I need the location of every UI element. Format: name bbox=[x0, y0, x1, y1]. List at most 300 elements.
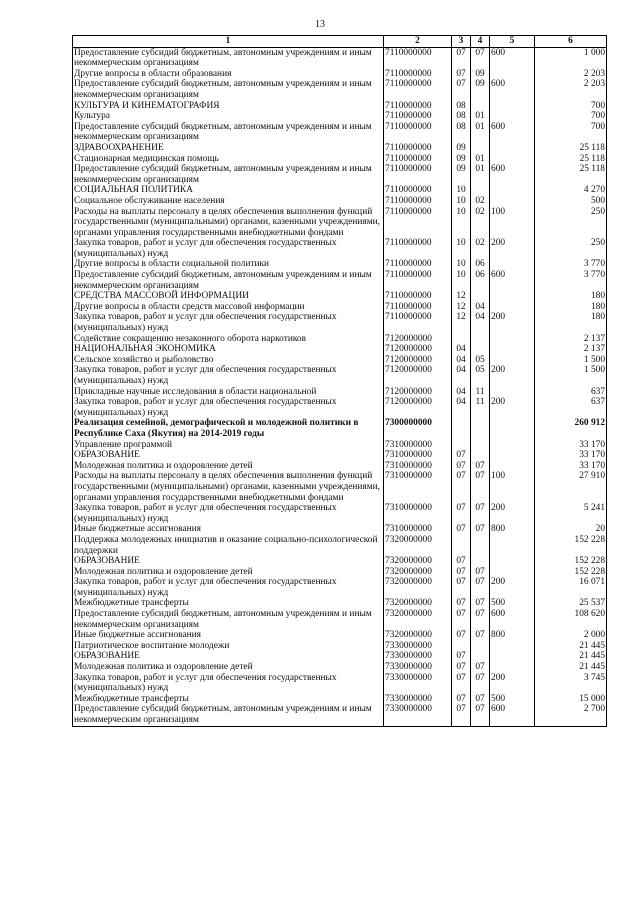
table-row bbox=[73, 344, 607, 355]
cell-subsection: 05 bbox=[471, 355, 490, 366]
cell-expense-type: 600 bbox=[490, 704, 535, 726]
cell-name: Межбюджетные трансферты bbox=[73, 694, 384, 705]
cell-subsection: 07 bbox=[471, 577, 490, 598]
table-row bbox=[73, 259, 607, 270]
cell-code: 7330000000 bbox=[384, 641, 452, 652]
cell-subsection: 07 bbox=[471, 704, 490, 726]
column-header-expense-type: 5 bbox=[490, 36, 535, 48]
cell-amount: 1 500 bbox=[535, 355, 607, 366]
cell-section: 07 bbox=[452, 471, 471, 503]
cell-name: Закупка товаров, работ и услуг для обеспечения государственных (муниципальных) нужд bbox=[73, 503, 384, 524]
cell-section: 07 bbox=[452, 69, 471, 80]
table-row bbox=[73, 609, 607, 630]
cell-expense-type: 100 bbox=[490, 207, 535, 239]
cell-section bbox=[452, 535, 471, 556]
cell-subsection bbox=[471, 291, 490, 302]
cell-code: 7110000000 bbox=[384, 101, 452, 112]
table-row bbox=[73, 101, 607, 112]
cell-expense-type: 600 bbox=[490, 609, 535, 630]
cell-name: Содействие сокращению незаконного оборота наркотиков bbox=[73, 334, 384, 345]
cell-amount: 33 170 bbox=[535, 461, 607, 472]
cell-code: 7110000000 bbox=[384, 122, 452, 143]
cell-subsection: 09 bbox=[471, 79, 490, 100]
cell-section: 12 bbox=[452, 291, 471, 302]
cell-code: 7110000000 bbox=[384, 207, 452, 239]
table-row bbox=[73, 673, 607, 694]
cell-code: 7330000000 bbox=[384, 662, 452, 673]
cell-section: 09 bbox=[452, 143, 471, 154]
cell-section bbox=[452, 440, 471, 451]
cell-name: Другие вопросы в области образования bbox=[73, 69, 384, 80]
cell-section: 07 bbox=[452, 694, 471, 705]
cell-code: 7310000000 bbox=[384, 461, 452, 472]
table-row bbox=[73, 641, 607, 652]
cell-code: 7310000000 bbox=[384, 503, 452, 524]
cell-subsection: 07 bbox=[471, 567, 490, 578]
cell-expense-type bbox=[490, 556, 535, 567]
cell-subsection: 05 bbox=[471, 365, 490, 386]
cell-subsection: 09 bbox=[471, 69, 490, 80]
cell-name: Предоставление субсидий бюджетным, автономным учреждениям и иным некоммерческим организациям bbox=[73, 704, 384, 726]
cell-section: 10 bbox=[452, 185, 471, 196]
page-number: 13 bbox=[315, 19, 325, 30]
table-row bbox=[73, 450, 607, 461]
cell-subsection: 07 bbox=[471, 694, 490, 705]
cell-code: 7110000000 bbox=[384, 312, 452, 333]
cell-name: Закупка товаров, работ и услуг для обеспечения государственных (муниципальных) нужд bbox=[73, 397, 384, 418]
cell-subsection: 11 bbox=[471, 397, 490, 418]
table-row bbox=[73, 535, 607, 556]
cell-amount: 700 bbox=[535, 122, 607, 143]
cell-amount: 250 bbox=[535, 238, 607, 259]
cell-code: 7330000000 bbox=[384, 673, 452, 694]
cell-code: 7120000000 bbox=[384, 365, 452, 386]
cell-code: 7110000000 bbox=[384, 154, 452, 165]
cell-name: Социальное обслуживание населения bbox=[73, 196, 384, 207]
cell-amount: 3 745 bbox=[535, 673, 607, 694]
cell-expense-type bbox=[490, 461, 535, 472]
cell-section bbox=[452, 641, 471, 652]
cell-expense-type: 200 bbox=[490, 577, 535, 598]
cell-section: 07 bbox=[452, 651, 471, 662]
cell-expense-type: 200 bbox=[490, 312, 535, 333]
cell-amount: 180 bbox=[535, 302, 607, 313]
cell-section: 07 bbox=[452, 461, 471, 472]
cell-name: СРЕДСТВА МАССОВОЙ ИНФОРМАЦИИ bbox=[73, 291, 384, 302]
cell-subsection: 07 bbox=[471, 47, 490, 69]
cell-subsection bbox=[471, 440, 490, 451]
table-body bbox=[73, 47, 607, 726]
cell-name: Прикладные научные исследования в области национальной bbox=[73, 387, 384, 398]
cell-subsection bbox=[471, 143, 490, 154]
cell-section: 08 bbox=[452, 111, 471, 122]
cell-expense-type: 200 bbox=[490, 503, 535, 524]
cell-code: 7310000000 bbox=[384, 450, 452, 461]
table-row bbox=[73, 291, 607, 302]
cell-amount: 2 203 bbox=[535, 79, 607, 100]
cell-expense-type bbox=[490, 387, 535, 398]
cell-amount: 2 137 bbox=[535, 344, 607, 355]
cell-amount: 5 241 bbox=[535, 503, 607, 524]
cell-section: 07 bbox=[452, 609, 471, 630]
cell-expense-type: 600 bbox=[490, 164, 535, 185]
cell-section: 07 bbox=[452, 704, 471, 726]
cell-section: 10 bbox=[452, 259, 471, 270]
cell-amount: 250 bbox=[535, 207, 607, 239]
cell-name: ОБРАЗОВАНИЕ bbox=[73, 450, 384, 461]
table-row bbox=[73, 556, 607, 567]
cell-amount: 2 700 bbox=[535, 704, 607, 726]
cell-code: 7120000000 bbox=[384, 397, 452, 418]
cell-expense-type: 100 bbox=[490, 471, 535, 503]
cell-code: 7310000000 bbox=[384, 440, 452, 451]
cell-section: 07 bbox=[452, 567, 471, 578]
cell-name: Межбюджетные трансферты bbox=[73, 598, 384, 609]
cell-amount: 152 228 bbox=[535, 567, 607, 578]
table-row bbox=[73, 302, 607, 313]
cell-section: 10 bbox=[452, 270, 471, 291]
cell-name: Предоставление субсидий бюджетным, автономным учреждениям и иным некоммерческим организациям bbox=[73, 164, 384, 185]
cell-section: 07 bbox=[452, 556, 471, 567]
cell-name: Предоставление субсидий бюджетным, автономным учреждениям и иным некоммерческим организациям bbox=[73, 79, 384, 100]
table-row bbox=[73, 143, 607, 154]
cell-name: Реализация семейной, демографической и молодежной политики в Республике Саха (Якутия) на 2014-2019 годы bbox=[73, 418, 384, 439]
table-row bbox=[73, 79, 607, 100]
table-row bbox=[73, 397, 607, 418]
cell-amount: 500 bbox=[535, 196, 607, 207]
cell-code: 7110000000 bbox=[384, 69, 452, 80]
cell-section: 04 bbox=[452, 397, 471, 418]
cell-expense-type: 600 bbox=[490, 79, 535, 100]
table-row bbox=[73, 355, 607, 366]
cell-amount: 27 910 bbox=[535, 471, 607, 503]
cell-code: 7110000000 bbox=[384, 291, 452, 302]
cell-subsection: 06 bbox=[471, 270, 490, 291]
cell-amount: 3 770 bbox=[535, 270, 607, 291]
cell-amount: 25 118 bbox=[535, 164, 607, 185]
cell-name: Иные бюджетные ассигнования bbox=[73, 524, 384, 535]
cell-expense-type: 200 bbox=[490, 238, 535, 259]
table-row bbox=[73, 164, 607, 185]
cell-code: 7120000000 bbox=[384, 387, 452, 398]
cell-code: 7110000000 bbox=[384, 302, 452, 313]
cell-name: Закупка товаров, работ и услуг для обеспечения государственных (муниципальных) нужд bbox=[73, 312, 384, 333]
cell-section: 10 bbox=[452, 196, 471, 207]
cell-name: Молодежная политика и оздоровление детей bbox=[73, 567, 384, 578]
cell-expense-type bbox=[490, 185, 535, 196]
cell-code: 7120000000 bbox=[384, 355, 452, 366]
cell-section: 04 bbox=[452, 355, 471, 366]
cell-amount: 108 620 bbox=[535, 609, 607, 630]
cell-section: 04 bbox=[452, 365, 471, 386]
table-header-row bbox=[73, 36, 607, 48]
cell-section: 12 bbox=[452, 302, 471, 313]
cell-expense-type: 200 bbox=[490, 365, 535, 386]
cell-section: 04 bbox=[452, 344, 471, 355]
cell-expense-type bbox=[490, 302, 535, 313]
cell-section: 07 bbox=[452, 662, 471, 673]
cell-expense-type bbox=[490, 440, 535, 451]
cell-expense-type: 600 bbox=[490, 122, 535, 143]
cell-expense-type bbox=[490, 101, 535, 112]
cell-section: 07 bbox=[452, 503, 471, 524]
table-row bbox=[73, 461, 607, 472]
cell-code: 7320000000 bbox=[384, 630, 452, 641]
cell-subsection: 07 bbox=[471, 598, 490, 609]
cell-expense-type bbox=[490, 291, 535, 302]
cell-expense-type bbox=[490, 662, 535, 673]
cell-amount: 25 537 bbox=[535, 598, 607, 609]
cell-expense-type bbox=[490, 196, 535, 207]
cell-expense-type: 600 bbox=[490, 47, 535, 69]
cell-amount: 2 000 bbox=[535, 630, 607, 641]
cell-expense-type bbox=[490, 259, 535, 270]
column-header-code: 2 bbox=[384, 36, 452, 48]
cell-name: ЗДРАВООХРАНЕНИЕ bbox=[73, 143, 384, 154]
cell-name: Другие вопросы в области средств массовой информации bbox=[73, 302, 384, 313]
cell-subsection bbox=[471, 344, 490, 355]
cell-section: 07 bbox=[452, 577, 471, 598]
cell-expense-type bbox=[490, 641, 535, 652]
cell-name: Расходы на выплаты персоналу в целях обеспечения выполнения функций государственными (муниципальными) органами, казенными учреждениями, органами управления государственными внебюджетными фондами bbox=[73, 471, 384, 503]
cell-code: 7110000000 bbox=[384, 164, 452, 185]
cell-subsection: 07 bbox=[471, 524, 490, 535]
cell-amount: 180 bbox=[535, 312, 607, 333]
table-row bbox=[73, 312, 607, 333]
table-row bbox=[73, 577, 607, 598]
cell-amount: 16 071 bbox=[535, 577, 607, 598]
cell-code: 7320000000 bbox=[384, 535, 452, 556]
cell-subsection: 02 bbox=[471, 196, 490, 207]
table-row bbox=[73, 207, 607, 239]
cell-amount: 700 bbox=[535, 111, 607, 122]
cell-amount: 260 912 bbox=[535, 418, 607, 439]
cell-code: 7110000000 bbox=[384, 47, 452, 69]
cell-expense-type: 600 bbox=[490, 270, 535, 291]
cell-amount: 180 bbox=[535, 291, 607, 302]
table-row bbox=[73, 662, 607, 673]
cell-subsection bbox=[471, 651, 490, 662]
cell-code: 7310000000 bbox=[384, 524, 452, 535]
cell-code: 7300000000 bbox=[384, 418, 452, 439]
cell-code: 7110000000 bbox=[384, 185, 452, 196]
cell-amount: 637 bbox=[535, 397, 607, 418]
cell-section bbox=[452, 334, 471, 345]
cell-expense-type: 500 bbox=[490, 694, 535, 705]
table-row bbox=[73, 418, 607, 439]
cell-subsection: 07 bbox=[471, 673, 490, 694]
cell-name: Предоставление субсидий бюджетным, автономным учреждениям и иным некоммерческим организациям bbox=[73, 270, 384, 291]
cell-name: Управление программой bbox=[73, 440, 384, 451]
table-row bbox=[73, 334, 607, 345]
cell-name: Молодежная политика и оздоровление детей bbox=[73, 662, 384, 673]
cell-expense-type bbox=[490, 651, 535, 662]
cell-name: Предоставление субсидий бюджетным, автономным учреждениям и иным некоммерческим организациям bbox=[73, 47, 384, 69]
column-header-amount: 6 bbox=[535, 36, 607, 48]
cell-name: Закупка товаров, работ и услуг для обеспечения государственных (муниципальных) нужд bbox=[73, 577, 384, 598]
cell-amount: 21 445 bbox=[535, 641, 607, 652]
cell-subsection: 07 bbox=[471, 503, 490, 524]
cell-subsection: 01 bbox=[471, 111, 490, 122]
table-row bbox=[73, 365, 607, 386]
cell-amount: 33 170 bbox=[535, 450, 607, 461]
cell-name: Молодежная политика и оздоровление детей bbox=[73, 461, 384, 472]
cell-amount: 1 000 bbox=[535, 47, 607, 69]
cell-subsection: 07 bbox=[471, 630, 490, 641]
cell-subsection: 11 bbox=[471, 387, 490, 398]
cell-name: Предоставление субсидий бюджетным, автономным учреждениям и иным некоммерческим организациям bbox=[73, 609, 384, 630]
cell-name: Предоставление субсидий бюджетным, автономным учреждениям и иным некоммерческим организациям bbox=[73, 122, 384, 143]
cell-code: 7320000000 bbox=[384, 567, 452, 578]
cell-name: Сельское хозяйство и рыболовство bbox=[73, 355, 384, 366]
cell-name: Иные бюджетные ассигнования bbox=[73, 630, 384, 641]
table-row bbox=[73, 598, 607, 609]
cell-section: 08 bbox=[452, 122, 471, 143]
table-row bbox=[73, 704, 607, 726]
cell-subsection bbox=[471, 556, 490, 567]
cell-name: КУЛЬТУРА И КИНЕМАТОГРАФИЯ bbox=[73, 101, 384, 112]
cell-expense-type: 800 bbox=[490, 630, 535, 641]
cell-code: 7310000000 bbox=[384, 471, 452, 503]
cell-section: 07 bbox=[452, 524, 471, 535]
cell-amount: 2 137 bbox=[535, 334, 607, 345]
cell-name: Культура bbox=[73, 111, 384, 122]
cell-name: СОЦИАЛЬНАЯ ПОЛИТИКА bbox=[73, 185, 384, 196]
cell-amount: 1 500 bbox=[535, 365, 607, 386]
cell-expense-type bbox=[490, 418, 535, 439]
cell-expense-type bbox=[490, 567, 535, 578]
cell-subsection bbox=[471, 334, 490, 345]
cell-section: 07 bbox=[452, 450, 471, 461]
cell-amount: 3 770 bbox=[535, 259, 607, 270]
cell-code: 7110000000 bbox=[384, 196, 452, 207]
cell-subsection: 07 bbox=[471, 609, 490, 630]
table-row bbox=[73, 387, 607, 398]
cell-code: 7320000000 bbox=[384, 609, 452, 630]
table-row bbox=[73, 122, 607, 143]
cell-name: Поддержка молодежных инициатив и оказание социально-психологической поддержки bbox=[73, 535, 384, 556]
cell-name: Закупка товаров, работ и услуг для обеспечения государственных (муниципальных) нужд bbox=[73, 365, 384, 386]
cell-code: 7320000000 bbox=[384, 577, 452, 598]
column-header-name: 1 bbox=[73, 36, 384, 48]
cell-amount: 15 000 bbox=[535, 694, 607, 705]
cell-subsection bbox=[471, 641, 490, 652]
cell-name: Другие вопросы в области социальной политики bbox=[73, 259, 384, 270]
cell-section: 09 bbox=[452, 154, 471, 165]
table-row bbox=[73, 154, 607, 165]
cell-code: 7320000000 bbox=[384, 556, 452, 567]
cell-subsection bbox=[471, 418, 490, 439]
table-row bbox=[73, 196, 607, 207]
cell-section: 12 bbox=[452, 312, 471, 333]
table-row bbox=[73, 47, 607, 69]
cell-code: 7110000000 bbox=[384, 259, 452, 270]
cell-subsection: 01 bbox=[471, 122, 490, 143]
budget-table bbox=[72, 35, 607, 727]
cell-subsection: 06 bbox=[471, 259, 490, 270]
cell-section: 04 bbox=[452, 387, 471, 398]
table-row bbox=[73, 270, 607, 291]
cell-expense-type bbox=[490, 154, 535, 165]
cell-amount: 637 bbox=[535, 387, 607, 398]
cell-amount: 700 bbox=[535, 101, 607, 112]
cell-name: Патриотическое воспитание молодежи bbox=[73, 641, 384, 652]
cell-expense-type bbox=[490, 355, 535, 366]
table-row bbox=[73, 630, 607, 641]
cell-subsection: 04 bbox=[471, 302, 490, 313]
cell-expense-type bbox=[490, 334, 535, 345]
cell-amount: 25 118 bbox=[535, 143, 607, 154]
cell-expense-type bbox=[490, 535, 535, 556]
cell-expense-type bbox=[490, 69, 535, 80]
table-row bbox=[73, 185, 607, 196]
cell-expense-type: 200 bbox=[490, 397, 535, 418]
cell-section: 09 bbox=[452, 164, 471, 185]
table-row bbox=[73, 567, 607, 578]
cell-code: 7110000000 bbox=[384, 111, 452, 122]
cell-code: 7330000000 bbox=[384, 694, 452, 705]
cell-expense-type bbox=[490, 450, 535, 461]
cell-code: 7330000000 bbox=[384, 704, 452, 726]
cell-subsection bbox=[471, 185, 490, 196]
cell-subsection bbox=[471, 101, 490, 112]
cell-code: 7110000000 bbox=[384, 238, 452, 259]
table-row bbox=[73, 111, 607, 122]
table-row bbox=[73, 524, 607, 535]
cell-name: Расходы на выплаты персоналу в целях обеспечения выполнения функций государственными (муниципальными) органами, казенными учреждениями, органами управления государственными внебюджетными фондами bbox=[73, 207, 384, 239]
cell-amount: 152 228 bbox=[535, 556, 607, 567]
cell-expense-type: 800 bbox=[490, 524, 535, 535]
cell-subsection bbox=[471, 535, 490, 556]
table-row bbox=[73, 503, 607, 524]
cell-name: Закупка товаров, работ и услуг для обеспечения государственных (муниципальных) нужд bbox=[73, 673, 384, 694]
table-row bbox=[73, 440, 607, 451]
cell-section bbox=[452, 418, 471, 439]
cell-expense-type bbox=[490, 143, 535, 154]
cell-subsection: 07 bbox=[471, 662, 490, 673]
cell-amount: 33 170 bbox=[535, 440, 607, 451]
column-header-section: 3 bbox=[452, 36, 471, 48]
cell-name: Закупка товаров, работ и услуг для обеспечения государственных (муниципальных) нужд bbox=[73, 238, 384, 259]
cell-name: Стационарная медицинская помощь bbox=[73, 154, 384, 165]
cell-section: 10 bbox=[452, 238, 471, 259]
cell-section: 07 bbox=[452, 673, 471, 694]
table-row bbox=[73, 238, 607, 259]
cell-subsection: 02 bbox=[471, 207, 490, 239]
cell-subsection: 04 bbox=[471, 312, 490, 333]
cell-subsection: 01 bbox=[471, 154, 490, 165]
table-row bbox=[73, 651, 607, 662]
cell-amount: 21 445 bbox=[535, 662, 607, 673]
cell-amount: 4 270 bbox=[535, 185, 607, 196]
cell-name: ОБРАЗОВАНИЕ bbox=[73, 556, 384, 567]
cell-subsection: 01 bbox=[471, 164, 490, 185]
cell-code: 7120000000 bbox=[384, 334, 452, 345]
cell-subsection bbox=[471, 450, 490, 461]
cell-amount: 25 118 bbox=[535, 154, 607, 165]
cell-code: 7110000000 bbox=[384, 79, 452, 100]
cell-section: 07 bbox=[452, 79, 471, 100]
table-row bbox=[73, 471, 607, 503]
table-row bbox=[73, 694, 607, 705]
cell-expense-type: 200 bbox=[490, 673, 535, 694]
cell-subsection: 07 bbox=[471, 471, 490, 503]
cell-expense-type: 500 bbox=[490, 598, 535, 609]
cell-section: 08 bbox=[452, 101, 471, 112]
cell-amount: 2 203 bbox=[535, 69, 607, 80]
cell-code: 7120000000 bbox=[384, 344, 452, 355]
cell-code: 7110000000 bbox=[384, 270, 452, 291]
